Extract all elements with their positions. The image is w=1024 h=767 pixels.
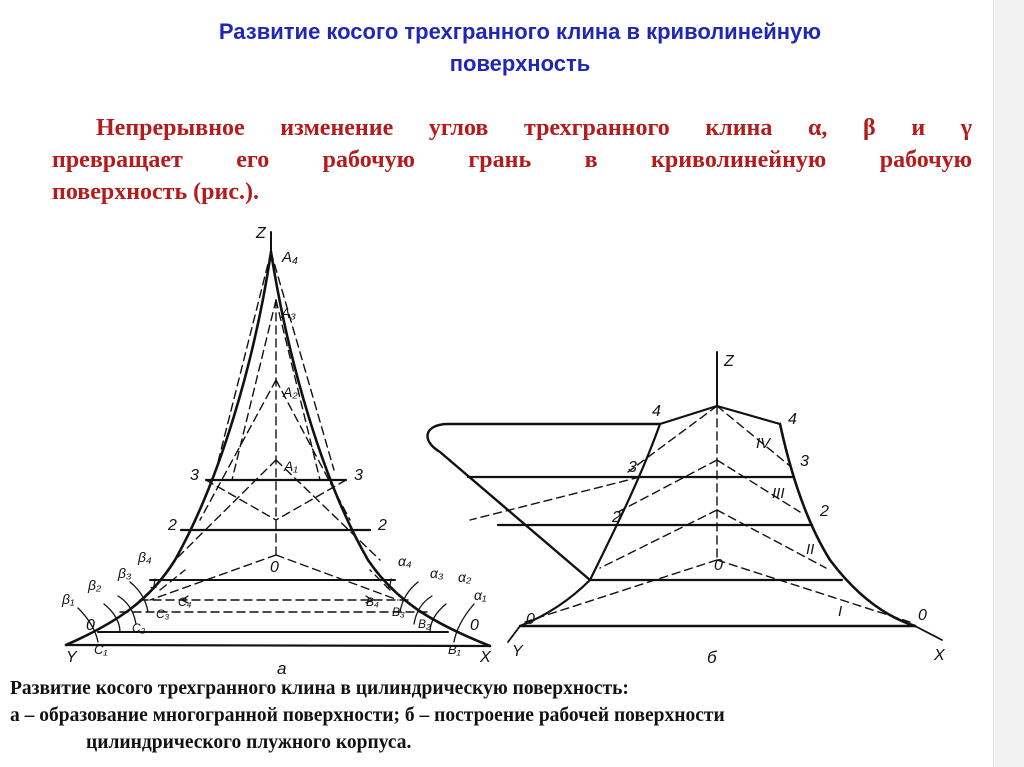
b-level-0-right: 0 xyxy=(918,607,927,624)
a-level-2-right: 2 xyxy=(378,517,387,534)
a-axis-y-label: Y xyxy=(66,649,77,666)
figure-b-labels xyxy=(512,353,946,667)
a-angle-beta1: β₁ xyxy=(62,591,75,607)
a-level-2-left: 2 xyxy=(168,517,177,534)
a-axis-x-label: X xyxy=(480,649,491,666)
intro-line-2: превращает его рабочую грань в криволинейную рабочую xyxy=(52,147,972,173)
a-apex-a4-label: A₄ xyxy=(282,249,299,266)
a-axis-z-label: Z xyxy=(256,225,266,242)
b-level-4-left: 4 xyxy=(652,403,661,420)
a-level-3-left: 3 xyxy=(190,467,199,484)
b-level-2-right: 2 xyxy=(820,503,829,520)
caption-line-3: цилиндрического плужного корпуса. xyxy=(86,732,412,753)
a-corner-b3: B₃ xyxy=(392,605,405,619)
a-apex-a3-label: A₃ xyxy=(281,305,296,321)
intro-line-1: Непрерывное изменение углов трехгранного клина α, β и γ xyxy=(96,115,972,141)
a-level-0-center: 0 xyxy=(270,559,279,576)
a-level-3-right: 3 xyxy=(354,467,363,484)
a-corner-b2: B₂ xyxy=(418,617,431,631)
b-section-i: I xyxy=(838,603,843,620)
a-level-0-right: 0 xyxy=(470,617,479,634)
b-section-iii: III xyxy=(772,485,785,502)
a-level-0-left: 0 xyxy=(86,617,95,634)
b-section-ii: II xyxy=(806,541,815,558)
caption-line-1: Развитие косого трехгранного клина в цилиндрическую поверхность: xyxy=(10,678,629,699)
a-apex-a1-label: A₁ xyxy=(284,458,298,474)
b-level-4-right: 4 xyxy=(788,411,797,428)
b-axis-y-label: Y xyxy=(512,643,523,660)
a-angle-alpha2: α₂ xyxy=(458,569,472,585)
a-corner-b4: B₄ xyxy=(366,595,379,609)
a-level-1-left: 1 xyxy=(150,575,158,591)
b-level-3-right: 3 xyxy=(800,453,809,470)
title-line-2: поверхность xyxy=(449,51,591,76)
b-axis-x-label: X xyxy=(934,647,945,664)
a-apex-a2-label: A₂ xyxy=(283,384,298,400)
figure-b-drawing xyxy=(428,352,942,642)
figure-a-label: а xyxy=(277,659,287,678)
b-section-iv: IV xyxy=(756,435,771,452)
b-level-2-left: 2 xyxy=(612,509,621,526)
a-angle-alpha1: α₁ xyxy=(474,587,487,603)
a-angle-beta3: β₃ xyxy=(118,565,132,581)
a-angle-beta2: β₂ xyxy=(88,577,102,593)
intro-line-3: поверхность (рис.). xyxy=(52,179,259,205)
b-level-0-left: 0 xyxy=(526,611,535,628)
figure-b-label: б xyxy=(707,648,717,667)
a-angle-alpha3: α₃ xyxy=(430,565,444,581)
a-corner-c3: C₃ xyxy=(156,607,170,621)
a-level-1-right: 1 xyxy=(386,575,394,591)
a-angle-beta4: β₄ xyxy=(138,549,152,565)
figure-a-labels xyxy=(61,225,492,678)
b-level-3-left: 3 xyxy=(628,459,637,476)
a-corner-c1: C₁ xyxy=(94,642,108,657)
figure-caption xyxy=(10,675,1010,756)
a-corner-c4: C₄ xyxy=(178,595,192,609)
a-corner-b1: B₁ xyxy=(448,642,461,657)
a-angle-alpha4: α₄ xyxy=(398,553,412,569)
a-corner-c2: C₂ xyxy=(132,621,146,635)
b-axis-z-label: Z xyxy=(724,353,734,370)
caption-line-2: а – образование многогранной поверхности; б – построение рабочей поверхности xyxy=(10,705,725,726)
b-level-0-center: 0 xyxy=(714,557,723,574)
figure-a-drawing xyxy=(66,232,490,646)
title-line-1: Развитие косого трехгранного клина в криволинейную xyxy=(218,19,822,44)
